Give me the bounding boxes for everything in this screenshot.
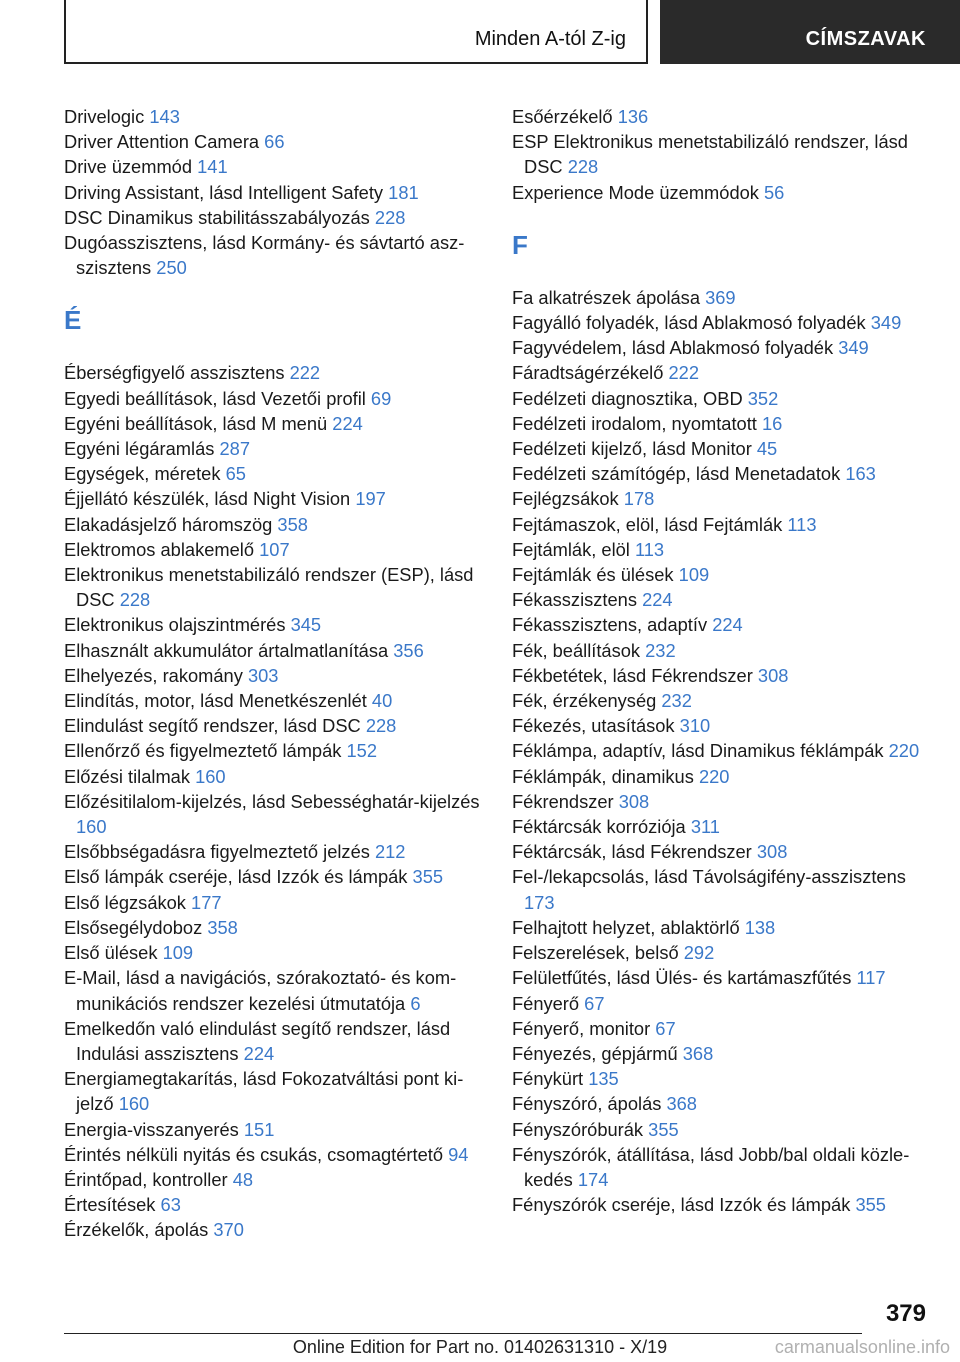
index-entry-term: Fék, beállítások (512, 639, 641, 661)
index-page-link[interactable]: 368 (666, 1093, 697, 1115)
index-entry-term: Első légzsákok (64, 891, 186, 913)
page-number: 379 (885, 1300, 926, 1327)
index-entry (512, 360, 932, 385)
index-page-link[interactable]: 358 (207, 916, 238, 938)
index-entry-term: Féktárcsák korróziója (512, 816, 686, 838)
index-page-link[interactable]: 220 (888, 740, 920, 762)
index-page-link[interactable]: 228 (567, 156, 599, 178)
index-entry-term: Felhajtott helyzet, ablaktörlő (512, 916, 740, 938)
index-entry-term: Egyéni légáramlás (64, 438, 215, 460)
index-page-link[interactable]: 67 (655, 1017, 676, 1039)
index-entry-term: Fékrendszer (512, 790, 614, 812)
index-entry-term: Fékbetétek, lásd Fékrendszer (512, 664, 753, 686)
index-entry (64, 663, 484, 688)
index-entry-term: Egyedi beállítások, lásd Vezetői profil (64, 387, 366, 409)
index-entry-term: ESP Elektronikus menetstabilizáló rendszer, lásd DSC (512, 131, 908, 178)
section-tab (64, 0, 648, 64)
index-page-link[interactable]: 228 (119, 589, 151, 611)
index-page-link[interactable]: 163 (845, 463, 876, 485)
index-entry (512, 310, 932, 335)
index-entry-term: Fel-/lekapcsolás, lásd Távolságifény-asszisztens (512, 866, 906, 888)
index-entry-term: Elindítás, motor, lásd Menetkészenlét (64, 690, 367, 712)
index-page-link[interactable]: 308 (757, 664, 789, 686)
index-entry-term: Drivelogic (64, 106, 145, 127)
index-entry-term: Energia-visszanyerés (64, 1118, 239, 1140)
index-entry (512, 612, 932, 637)
index-page-link[interactable]: 177 (191, 891, 222, 913)
index-column-right (512, 104, 932, 1217)
index-letter-heading: É (64, 305, 82, 336)
index-entry-term: Elhelyezés, rakomány (64, 664, 243, 686)
index-page-link[interactable]: 173 (524, 891, 555, 913)
index-entry (512, 764, 932, 789)
index-entry (64, 512, 484, 537)
index-entry (64, 360, 484, 385)
index-entry-term: Fényszóró, ápolás (512, 1093, 662, 1115)
index-page-link[interactable]: 48 (232, 1168, 254, 1190)
index-entry (512, 1192, 932, 1217)
index-page-link[interactable]: 303 (247, 664, 279, 686)
index-page-link[interactable]: 107 (259, 538, 290, 560)
index-entry (64, 1066, 484, 1116)
index-entry-term: Elakadásjelző háromszög (64, 513, 273, 535)
index-entry (512, 180, 932, 205)
index-entry-term: Fényerő, monitor (512, 1017, 651, 1039)
chapter-tab (660, 0, 960, 64)
index-entry-term: Értesítések (64, 1194, 156, 1216)
index-entry-term: Fáradtságérzékelő (512, 362, 664, 384)
index-entry (512, 663, 932, 688)
index-entry-term: Driver Attention Camera (64, 131, 260, 153)
index-entry-term: Fedélzeti diagnosztika, OBD (512, 387, 743, 409)
index-page-link[interactable]: 349 (870, 312, 902, 334)
index-page-link[interactable]: 368 (682, 1042, 714, 1064)
index-entry (512, 638, 932, 663)
index-page-link[interactable]: 355 (412, 866, 444, 888)
index-page-link[interactable]: 250 (156, 257, 187, 279)
index-entry (512, 1142, 932, 1192)
index-page-link[interactable]: 160 (76, 816, 107, 838)
index-entry (512, 486, 932, 511)
index-entry-term: Féklámpák, dinamikus (512, 765, 694, 787)
index-page-link[interactable]: 222 (668, 362, 700, 384)
index-entry-term: Fényezés, gépjármű (512, 1042, 678, 1064)
index-entry (64, 411, 484, 436)
index-page-link[interactable]: 63 (160, 1194, 181, 1216)
edition-note: Online Edition for Part no. 01402631310 - X/19 (292, 1337, 668, 1357)
index-entry-term: Elektronikus olajszintmérés (64, 614, 286, 636)
index-entry (64, 612, 484, 637)
index-entry-term: Féklámpa, adaptív, lásd Dinamikus féklámpák (512, 740, 884, 762)
index-entry (512, 335, 932, 360)
index-entry (512, 537, 932, 562)
index-entry-term: Elektromos ablakemelő (64, 538, 255, 560)
index-page-link[interactable]: 224 (243, 1042, 275, 1064)
index-entry (512, 1091, 932, 1116)
index-entry (512, 461, 932, 486)
index-page-link[interactable]: 66 (264, 131, 285, 153)
index-page-link[interactable]: 311 (690, 816, 720, 838)
index-entry-term: Fagyálló folyadék, lásd Ablakmosó folyadék (512, 312, 866, 334)
index-page-link[interactable]: 174 (577, 1168, 609, 1190)
index-entry-term: Első lámpák cseréje, lásd Izzók és lámpák (64, 866, 408, 888)
index-page-link[interactable]: 308 (618, 790, 650, 812)
index-entry-term: Fejtámlák és ülések (512, 564, 674, 586)
index-entry (512, 1041, 932, 1066)
index-entry-term: Fék, érzékenység (512, 690, 657, 712)
index-entry (512, 965, 932, 990)
index-entry-term: Fedélzeti irodalom, nyomtatott (512, 412, 757, 434)
index-page-link[interactable]: 178 (623, 488, 655, 510)
index-entry-term: Egységek, méretek (64, 463, 221, 485)
page-header (0, 0, 960, 66)
index-entry (512, 839, 932, 864)
index-page-link[interactable]: 369 (705, 286, 736, 308)
index-entry (64, 1117, 484, 1142)
index-page-link[interactable]: 151 (243, 1118, 275, 1140)
index-page-link[interactable]: 69 (370, 387, 392, 409)
index-entry-term: DSC Dinamikus stabilitásszabályozás (64, 206, 370, 228)
index-entry-term: Fékasszisztens, adaptív (512, 614, 708, 636)
index-page-link[interactable]: 45 (756, 438, 778, 460)
index-entry (64, 789, 484, 839)
index-page-link[interactable]: 224 (712, 614, 743, 636)
index-page-link[interactable]: 113 (634, 538, 665, 560)
index-entry-term: Elsőbbségadásra figyelmeztető jelzés (64, 841, 370, 863)
watermark: carmanualsonline.info (774, 1337, 950, 1357)
index-entry-term: Fedélzeti kijelző, lásd Monitor (512, 438, 752, 460)
index-entry (64, 436, 484, 461)
index-entry-term: Experience Mode üzemmódok (512, 181, 759, 203)
index-page-link[interactable]: 109 (162, 942, 194, 964)
index-page-link[interactable]: 355 (648, 1118, 679, 1140)
index-page-link[interactable]: 352 (747, 387, 779, 409)
index-entry-term: Érintés nélküli nyitás és csukás, csomagtértető (64, 1143, 443, 1165)
index-entry (512, 129, 932, 179)
index-page-link[interactable]: 94 (448, 1143, 469, 1165)
index-entry-term: Fejtámaszok, elöl, lásd Fejtámlák (512, 513, 783, 535)
index-entry (64, 154, 484, 179)
index-entry-term: Fényszórók, átállítása, lásd Jobb/bal oldali közlekedés (512, 1143, 910, 1190)
index-entry (64, 738, 484, 763)
index-entry (512, 1016, 932, 1041)
index-page-link[interactable]: 40 (371, 690, 393, 712)
index-page-link[interactable]: 135 (588, 1068, 619, 1090)
index-entry-term: Előzési tilalmak (64, 765, 190, 787)
index-entry (64, 461, 484, 486)
index-page-link[interactable]: 222 (289, 362, 321, 384)
index-entry (64, 713, 484, 738)
index-entry (64, 205, 484, 230)
index-entry-term: Elektronikus menetstabilizáló rendszer (ESP), lásd DSC (64, 564, 474, 611)
index-entry (512, 713, 932, 738)
index-page-link[interactable]: 109 (678, 564, 710, 586)
index-page-link[interactable]: 355 (855, 1194, 886, 1216)
index-entry (512, 285, 932, 310)
index-letter-heading: F (512, 229, 528, 260)
footer-divider (64, 1333, 862, 1334)
index-entry-term: Elsősegélydoboz (64, 916, 203, 938)
index-entry-term: Fejtámlák, elöl (512, 538, 630, 560)
index-entry-term: Elhasznált akkumulátor ártalmatlanítása (64, 639, 389, 661)
index-entry-term: Felületfűtés, lásd Ülés- és kartámaszfűtés (512, 967, 852, 989)
index-entry-term: Érintőpad, kontroller (64, 1168, 228, 1190)
index-entry-term: Féktárcsák, lásd Fékrendszer (512, 841, 752, 863)
index-entry (64, 864, 484, 889)
index-page-link[interactable]: 136 (617, 106, 649, 127)
index-page-link[interactable]: 287 (219, 438, 251, 460)
index-page-link[interactable]: 197 (355, 488, 386, 510)
index-entry (64, 1192, 484, 1217)
index-page-link[interactable]: 292 (683, 942, 715, 964)
index-page-link[interactable]: 228 (374, 206, 406, 228)
index-entry (64, 180, 484, 205)
index-entry (512, 411, 932, 436)
index-entry (64, 129, 484, 154)
index-entry-term: Emelkedőn való elindulást segítő rendszer, lásd Indulási asszisztens (64, 1017, 451, 1064)
index-page-link[interactable]: 310 (679, 715, 711, 737)
index-page-link[interactable]: 160 (118, 1093, 150, 1115)
index-entry (64, 915, 484, 940)
index-entry-term: Dugóasszisztens, lásd Kormány- és sávtartó aszszisztens (64, 232, 465, 279)
index-entry-term: Fényszóróburák (512, 1118, 644, 1140)
index-entry (64, 386, 484, 411)
index-entry-term: Fénykürt (512, 1068, 584, 1090)
index-entry-term: Felszerelések, belső (512, 942, 679, 964)
index-entry (64, 764, 484, 789)
index-page-link[interactable]: 181 (388, 181, 419, 203)
chapter-title: CÍMSZAVAK (805, 28, 926, 50)
index-entry (512, 789, 932, 814)
index-page-link[interactable]: 220 (698, 765, 730, 787)
index-entry-term: Drive üzemmód (64, 156, 193, 178)
index-entry (512, 738, 932, 763)
index-page-link[interactable]: 345 (290, 614, 322, 636)
index-entry-term: Egyéni beállítások, lásd M menü (64, 412, 328, 434)
index-entry-term: Fa alkatrészek ápolása (512, 286, 700, 308)
index-page-link[interactable]: 152 (346, 740, 378, 762)
index-page-link[interactable]: 232 (645, 639, 676, 661)
index-page-link[interactable]: 308 (756, 841, 788, 863)
index-entry-term: Előzésitilalom-kijelzés, lásd Sebességhatár-kijelzés (64, 790, 480, 812)
index-entry (64, 562, 484, 612)
index-page-link[interactable]: 212 (374, 841, 406, 863)
index-page-link[interactable]: 224 (642, 589, 673, 611)
index-entry (512, 814, 932, 839)
index-entry (64, 1142, 484, 1167)
index-entry (512, 688, 932, 713)
index-page-link[interactable]: 67 (584, 992, 605, 1014)
index-page-link[interactable]: 160 (195, 765, 226, 787)
index-entry-term: Ellenőrző és figyelmeztető lámpák (64, 740, 342, 762)
index-entry-term: Fékasszisztens (512, 589, 637, 611)
index-entry (64, 1217, 484, 1242)
index-entry-term: Érzékelők, ápolás (64, 1219, 209, 1241)
index-column-left (64, 104, 484, 1243)
index-page-link[interactable]: 56 (764, 181, 785, 203)
index-entry (64, 890, 484, 915)
index-entry-term: Fényszórók cseréje, lásd Izzók és lámpák (512, 1194, 851, 1216)
index-entry (512, 436, 932, 461)
index-page-link[interactable]: 113 (787, 513, 817, 535)
index-entry (512, 562, 932, 587)
index-entry-term: Driving Assistant, lásd Intelligent Safety (64, 181, 384, 203)
index-page-link[interactable]: 228 (365, 715, 397, 737)
index-page-link[interactable]: 232 (661, 690, 692, 712)
index-entry (64, 1167, 484, 1192)
index-entry (512, 512, 932, 537)
index-entry (64, 688, 484, 713)
index-entry-term: Éberségfigyelő asszisztens (64, 362, 285, 384)
index-entry (512, 587, 932, 612)
index-entry (512, 1066, 932, 1091)
index-page-link[interactable]: 65 (225, 463, 246, 485)
index-entry-term: Fényerő (512, 992, 580, 1014)
index-entry (512, 991, 932, 1016)
index-entry (64, 839, 484, 864)
index-page-link[interactable]: 224 (332, 412, 363, 434)
index-page-link[interactable]: 358 (277, 513, 308, 535)
index-entry-term: Fedélzeti számítógép, lásd Menetadatok (512, 463, 841, 485)
index-entry-term: Fagyvédelem, lásd Ablakmosó folyadék (512, 337, 834, 359)
index-entry (512, 864, 932, 914)
index-page-link[interactable]: 370 (213, 1219, 244, 1241)
index-page-link[interactable]: 356 (393, 639, 424, 661)
index-entry-term: Fejlégzsákok (512, 488, 619, 510)
index-entry (64, 965, 484, 1015)
index-page-link[interactable]: 6 (410, 992, 421, 1014)
index-entry (64, 638, 484, 663)
index-entry (64, 230, 484, 280)
index-entry (512, 940, 932, 965)
index-page-link[interactable]: 141 (197, 156, 228, 178)
index-page-link[interactable]: 117 (856, 967, 886, 989)
index-entry (64, 537, 484, 562)
index-entry (512, 386, 932, 411)
index-entry (512, 104, 932, 129)
index-page-link[interactable]: 138 (744, 916, 776, 938)
index-page-link[interactable]: 349 (838, 337, 869, 359)
index-entry (64, 104, 484, 129)
index-page-link[interactable]: 16 (761, 412, 783, 434)
section-title: Minden A-tól Z-ig (474, 28, 626, 50)
index-entry-term: Fékezés, utasítások (512, 715, 675, 737)
index-entry (64, 940, 484, 965)
index-entry (512, 1117, 932, 1142)
index-entry-term: Első ülések (64, 942, 158, 964)
index-entry-term: Energiamegtakarítás, lásd Fokozatváltási pont kijelző (64, 1068, 464, 1115)
index-entry (512, 915, 932, 940)
index-page-link[interactable]: 143 (149, 106, 180, 127)
index-entry-term: Éjjellátó készülék, lásd Night Vision (64, 488, 351, 510)
index-entry-term: E-Mail, lásd a navigációs, szórakoztató- és kommunikációs rendszer kezelési útmutatója (64, 967, 457, 1014)
index-entry (64, 486, 484, 511)
index-entry-term: Elindulást segítő rendszer, lásd DSC (64, 715, 361, 737)
index-entry-term: Esőérzékelő (512, 106, 613, 127)
index-entry (64, 1016, 484, 1066)
